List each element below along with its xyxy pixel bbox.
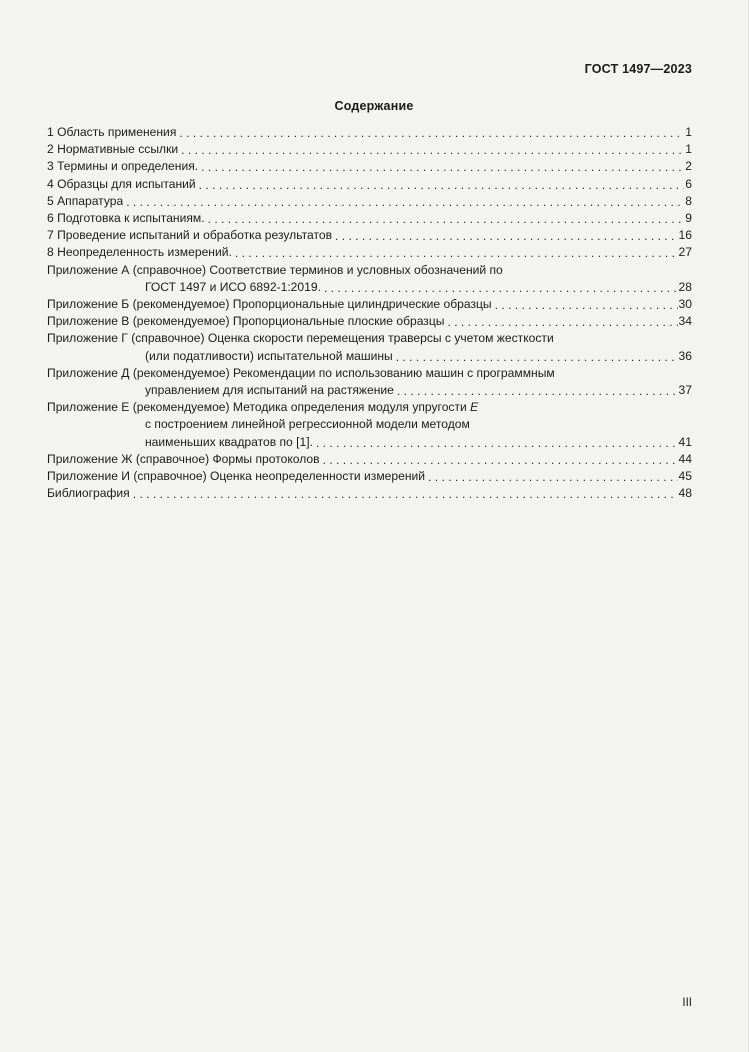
dot-leader [208, 214, 685, 227]
toc-entry-appendix-e-line1[interactable] [47, 399, 692, 416]
toc-label: Приложение Ж (справочное) Формы протоколов [47, 451, 320, 466]
dot-leader [324, 283, 678, 296]
toc-entry-section-7[interactable] [47, 227, 692, 244]
toc-entry-section-3[interactable] [47, 158, 692, 175]
toc-page-number: 36 [678, 348, 692, 363]
toc-page-number: 41 [678, 434, 692, 449]
toc-label: 7 Проведение испытаний и обработка результатов [47, 228, 332, 243]
dot-leader [235, 249, 678, 262]
dot-leader [316, 438, 678, 451]
toc-page-number: 16 [678, 228, 692, 243]
toc-label: наименьших квадратов по [1]. [145, 434, 313, 449]
toc-label: 4 Образцы для испытаний [47, 176, 196, 191]
toc-entry-appendix-a-line2[interactable] [47, 279, 692, 296]
toc-entry-section-5[interactable] [47, 193, 692, 210]
toc-entry-appendix-e-line2[interactable]: с построением линейной регрессионной модели методом [145, 417, 470, 432]
toc-label: 2 Нормативные ссылки [47, 142, 179, 157]
toc-entry-section-6[interactable] [47, 210, 692, 227]
dot-leader [335, 231, 678, 244]
toc-page-number: 28 [678, 279, 692, 294]
toc-label: Библиография [47, 486, 130, 501]
dot-leader [181, 145, 684, 158]
toc-entry-appendix-v[interactable] [47, 313, 692, 330]
toc-label: управлением для испытаний на растяжение [145, 383, 394, 398]
toc-page-number: 1 [685, 125, 692, 139]
toc-page-number: 27 [678, 245, 692, 260]
toc-entry-appendix-d-line2[interactable] [47, 382, 692, 399]
dot-leader [179, 128, 684, 141]
dot-leader [447, 317, 677, 330]
toc-entry-appendix-g-line1[interactable]: Приложение Г (справочное) Оценка скорости перемещения траверсы с учетом жесткости [47, 331, 554, 346]
toc-label: 8 Неопределенность измерений. [47, 245, 232, 260]
dot-leader [428, 472, 678, 485]
toc-page-number: 34 [678, 314, 692, 329]
toc-label: (или податливости) испытательной машины [145, 348, 393, 363]
dot-leader [133, 489, 678, 502]
toc-page-number: 48 [678, 486, 692, 501]
toc-entry-section-1[interactable] [47, 124, 692, 141]
toc-label: ГОСТ 1497 и ИСО 6892-1:2019. [145, 279, 321, 294]
toc-entry-section-8[interactable] [47, 244, 692, 261]
dot-leader [323, 455, 678, 468]
dot-leader [126, 197, 684, 210]
toc-page-number: 45 [678, 469, 692, 484]
page-folio: III [682, 997, 692, 1009]
toc-page-number: 1 [685, 142, 692, 157]
toc-page-number: 44 [678, 451, 692, 466]
elastic-modulus-symbol: E [470, 400, 479, 415]
toc-label: 6 Подготовка к испытаниям. [47, 211, 205, 226]
toc-page-number: 8 [685, 193, 692, 208]
page-title: Содержание [334, 99, 414, 113]
toc-entry-appendix-d-line1[interactable]: Приложение Д (рекомендуемое) Рекомендации по использованию машин с программным [47, 365, 555, 380]
table-of-contents [47, 124, 692, 502]
toc-label: Приложение Б (рекомендуемое) Пропорциональные цилиндрические образцы [47, 297, 492, 312]
toc-label: Приложение Е (рекомендуемое) Методика определения модуля упругости [47, 400, 471, 415]
toc-entry-section-4[interactable] [47, 176, 692, 193]
toc-entry-appendix-i[interactable] [47, 468, 692, 485]
toc-entry-appendix-b[interactable] [47, 296, 692, 313]
toc-entry-appendix-zh[interactable] [47, 451, 692, 468]
dot-leader [396, 352, 678, 365]
toc-page-number: 9 [685, 211, 692, 226]
toc-page-number: 37 [678, 383, 692, 398]
running-head: ГОСТ 1497—2023 [584, 62, 692, 76]
toc-label: 1 Область применения [47, 125, 177, 139]
toc-page-number: 30 [678, 297, 692, 312]
toc-entry-appendix-e-line3[interactable] [47, 434, 692, 451]
dot-leader [201, 163, 684, 176]
toc-label: Приложение В (рекомендуемое) Пропорциональные плоские образцы [47, 314, 445, 329]
dot-leader [199, 180, 685, 193]
toc-page-number: 2 [685, 159, 692, 174]
dot-leader [397, 386, 678, 399]
toc-entry-appendix-g-line2[interactable] [47, 348, 692, 365]
toc-label: 5 Аппаратура [47, 193, 124, 208]
dot-leader [495, 300, 678, 313]
toc-page-number: 6 [685, 176, 692, 191]
toc-label: Приложение И (справочное) Оценка неопределенности измерений [47, 469, 426, 484]
toc-entry-bibliography[interactable] [47, 485, 692, 502]
toc-label: 3 Термины и определения. [47, 159, 199, 174]
toc-entry-appendix-a-line1[interactable]: Приложение А (справочное) Соответствие терминов и условных обозначений по [47, 262, 503, 277]
toc-entry-section-2[interactable] [47, 141, 692, 158]
